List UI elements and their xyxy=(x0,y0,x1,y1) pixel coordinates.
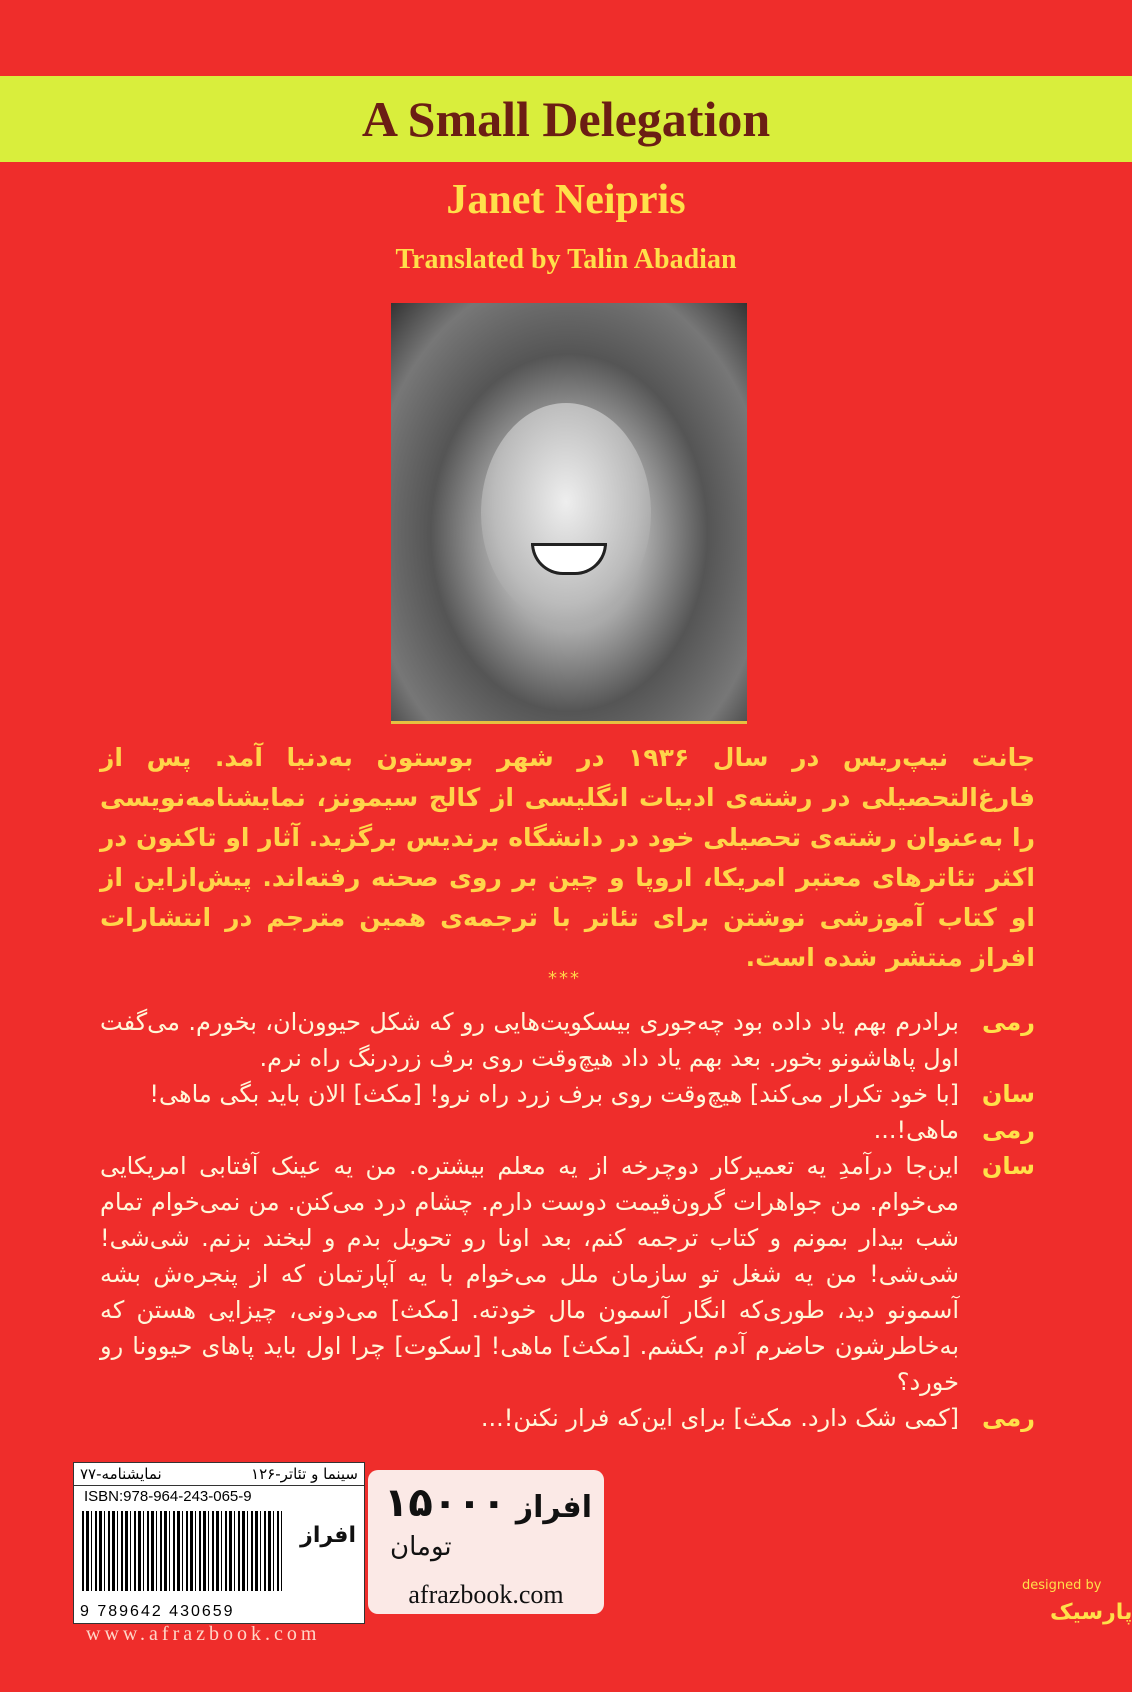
speaker: سان xyxy=(981,1080,1035,1108)
publisher-logo: افراز xyxy=(300,1523,356,1548)
author-face xyxy=(481,403,651,623)
book-title: A Small Delegation xyxy=(361,91,771,147)
dialogue-line xyxy=(100,1148,1035,1400)
series-info xyxy=(74,1463,364,1486)
dialogue-excerpt xyxy=(100,1004,1035,1436)
title-band xyxy=(0,76,1132,162)
speaker: رمی xyxy=(982,1116,1035,1144)
price-site: afrazbook.com xyxy=(408,1580,564,1609)
separator-stars: *** xyxy=(548,968,581,989)
isbn: ISBN:978-964-243-065-9 xyxy=(84,1488,252,1505)
speech: ماهی!... xyxy=(873,1116,959,1144)
translator-line: Translated by Talin Abadian xyxy=(395,244,737,275)
dialogue-line xyxy=(100,1004,1035,1076)
barcode-box xyxy=(73,1462,365,1624)
author-name: Janet Neipris xyxy=(446,177,686,223)
speech: برادرم بهم یاد داده بود چه‌جوری بیسکویت‌هایی رو که شکل حیوون‌ان، بخورم. می‌گفت اول پاهاشونو بخور. بعد بهم یاد داد هیچ‌وقت روی برف زردرنگ راه نرم. xyxy=(100,1008,959,1072)
speech: [کمی شک دارد. مکث] برای این‌که فرار نکنن!... xyxy=(480,1404,959,1432)
publisher-website: www.afrazbook.com xyxy=(86,1623,321,1645)
speaker: رمی xyxy=(982,1404,1035,1432)
price-currency: تومان xyxy=(390,1532,452,1562)
series-cinema: سینما و تئاتر-۱۲۶ xyxy=(251,1465,358,1483)
speaker: رمی xyxy=(982,1008,1035,1036)
barcode-number: 9 789642 430659 xyxy=(80,1603,235,1620)
price-sticker xyxy=(368,1470,604,1614)
dialogue-line xyxy=(100,1400,1035,1436)
price-amount: ۱۵۰۰۰ xyxy=(384,1480,507,1526)
designed-by-label: designed by xyxy=(1022,1578,1102,1593)
designer-logo: پارسیک xyxy=(1050,1600,1132,1625)
author-photo xyxy=(391,303,747,724)
barcode-bars xyxy=(82,1511,282,1591)
series-play: نمایشنامه-۷۷ xyxy=(80,1465,162,1483)
author-bio: جانت نیپ‌ریس در سال ۱۹۳۶ در شهر بوستون به‌دنیا آمد. پس از فارغ‌التحصیلی در رشته‌ی ادبیات انگلیسی از کالج سیمونز، نمایشنامه‌نویسی را به‌عنوان رشته‌ی تحصیلی خود در دانشگاه برندیس برگزید. آثار او تاکنون در اکثر تئاترهای معتبر امریکا، اروپا و چین بر روی صحنه رفته‌اند. پیش‌ازاین از او کتاب آموزشی نوشتن برای تئاتر با ترجمه‌ی همین مترجم در انتشارات افراز منتشر شده است. xyxy=(100,743,1035,972)
speech: [با خود تکرار می‌کند] هیچ‌وقت روی برف زرد راه نرو! [مکث] الان باید بگی ماهی! xyxy=(149,1080,959,1108)
dialogue-line xyxy=(100,1112,1035,1148)
publisher-logo: افراز xyxy=(515,1490,592,1525)
speaker: سان xyxy=(981,1152,1035,1180)
dialogue-line xyxy=(100,1076,1035,1112)
speech: این‌جا درآمدِ یه تعمیرکار دوچرخه از یه معلم بیشتره. من یه عینک آفتابی امریکایی می‌خوام. من جواهرات گرون‌قیمت دوست دارم. چشام درد می‌کنن. من نمی‌خوام تمام شب بیدار بمونم و کتاب ترجمه کنم، بعد اونا رو تحویل بدم و لبخند بزنم. شی‌شی! شی‌شی! من یه شغل تو سازمان ملل می‌خوام با یه آپارتمان که از پنجره‌ش بشه آسمونو دید، طوری‌که انگار آسمون مال خودته. [مکث] می‌دونی، چیزایی هستن که به‌خاطرشون حاضرم آدم بکشم. [مکث] ماهی! [سکوت] چرا اول باید پاهای حیوونا رو خورد؟ xyxy=(100,1152,959,1396)
